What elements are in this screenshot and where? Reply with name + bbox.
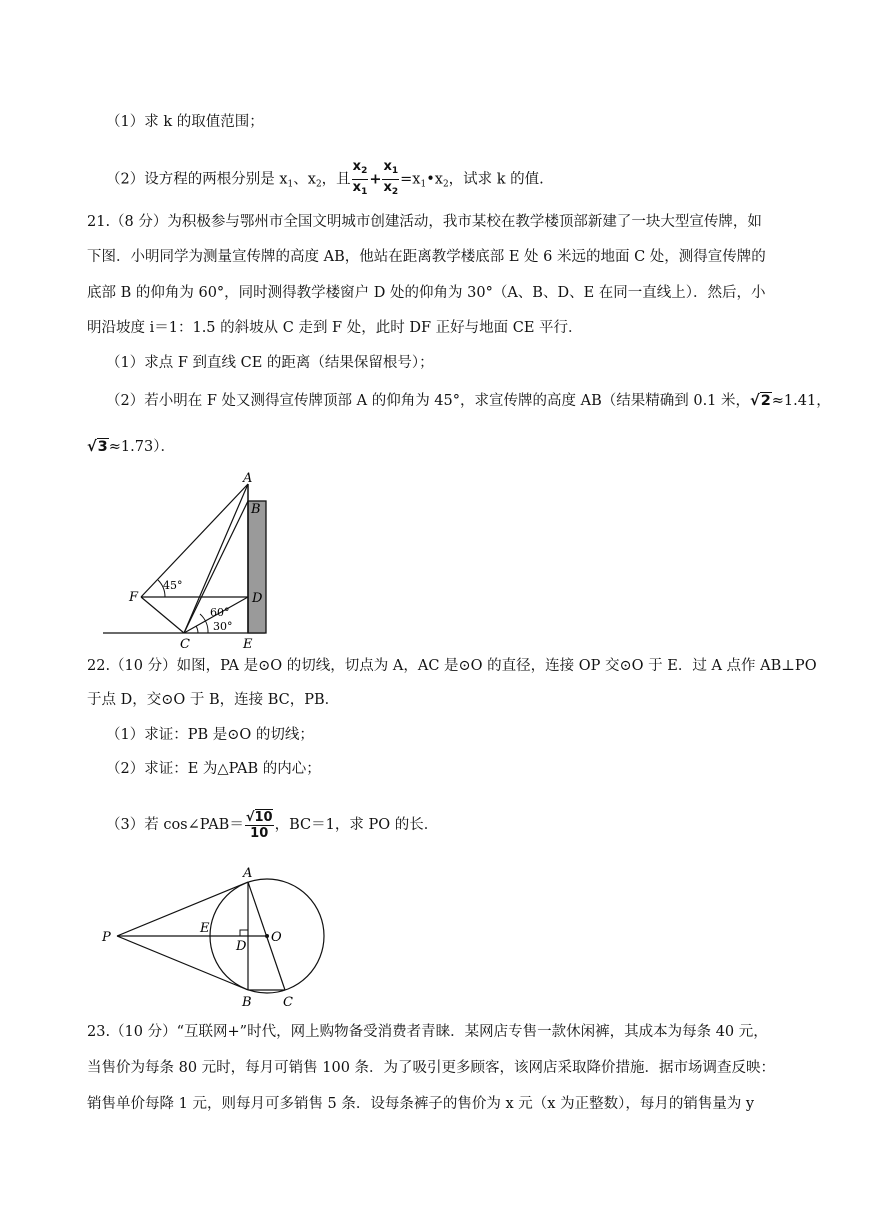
label-60: 60° <box>210 606 230 619</box>
label-D: D <box>252 591 263 606</box>
label-O: O <box>271 930 282 945</box>
label-C: C <box>180 637 190 652</box>
label-E2: E <box>200 921 210 936</box>
sqrt-2: √2 <box>750 393 771 409</box>
q20-part1: （1）求 k 的取值范围； <box>106 114 264 130</box>
label-30: 30° <box>213 620 233 633</box>
figure-building-sign <box>95 470 295 652</box>
q21-line1: 21.（8 分）为积极参与鄂州市全国文明城市创建活动，我市某校在教学楼顶部新建了一块大型宣传牌，如 <box>87 214 762 230</box>
q22-part2: （2）求证：E 为△PAB 的内心； <box>106 761 321 777</box>
label-45: 45° <box>163 579 183 592</box>
q22-part3: （3）若 cos∠PAB＝ $\frac{√10}{10}$ ，BC＝1，求 PO 的长． <box>106 809 439 841</box>
fraction-x2-x1: $\frac{x_2}{x_1}$ <box>352 159 368 197</box>
fraction-sqrt10-10: $\frac{√10}{10}$ <box>245 809 273 841</box>
q21-line2: 下图．小明同学为测量宣传牌的高度 AB，他站在距离教学楼底部 E 处 6 米远的地面 C 处，测得宣传牌的 <box>87 249 766 265</box>
figure-circle-tangent <box>95 860 335 1010</box>
label-A2: A <box>243 866 253 881</box>
q23-line2: 当售价为每条 80 元时，每月可销售 100 条．为了吸引更多顾客，该网店采取降价措施．据市场调查反映： <box>87 1060 776 1076</box>
sqrt-3: √3 <box>87 439 108 455</box>
label-B: B <box>251 502 261 517</box>
q22-part1: （1）求证：PB 是⊙O 的切线； <box>106 727 314 743</box>
label-A: A <box>243 471 253 486</box>
label-P: P <box>102 930 111 945</box>
q21-part2-cont: √3≈1.73）． <box>87 439 175 455</box>
q22-line1: 22.（10 分）如图，PA 是⊙O 的切线，切点为 A，AC 是⊙O 的直径，连接 OP 交⊙O 于 E．过 A 点作 AB⊥PO <box>87 658 817 674</box>
q21-line4: 明沿坡度 i＝1：1.5 的斜坡从 C 走到 F 处，此时 DF 正好与地面 CE 平行． <box>87 320 583 336</box>
q21-part1: （1）求点 F 到直线 CE 的距离（结果保留根号）； <box>106 355 434 371</box>
q20-part2: （2）设方程的两根分别是 $x_1$、$x_2$，且 $\frac{x_2}{x_1}$ + $\frac{x_1}{x_2}$ $=x_1•x_2$，试求 k 的值. <box>106 159 544 197</box>
fraction-x1-x2: $\frac{x_1}{x_2}$ <box>383 159 399 197</box>
q23-line3: 销售单价每降 1 元，则每月可多销售 5 条．设每条裤子的售价为 x 元（x 为正整数），每月的销售量为 y <box>87 1096 755 1112</box>
label-D2: D <box>236 939 247 954</box>
q22-line2: 于点 D，交⊙O 于 B，连接 BC，PB． <box>87 692 340 708</box>
label-C2: C <box>283 995 293 1010</box>
q21-line3: 底部 B 的仰角为 60°，同时测得教学楼窗户 D 处的仰角为 30°（A、B、D、E 在同一直线上）．然后，小 <box>87 285 766 301</box>
label-F: F <box>129 590 139 605</box>
label-B2: B <box>242 995 252 1010</box>
label-E: E <box>243 637 253 652</box>
q21-part2: （2）若小明在 F 处又测得宣传牌顶部 A 的仰角为 45°，求宣传牌的高度 AB（结果精确到 0.1 米，√2≈1.41， <box>106 393 831 409</box>
q23-line1: 23.（10 分）“互联网+”时代，网上购物备受消费者青睐．某网店专售一款休闲裤，其成本为每条 40 元， <box>87 1024 768 1040</box>
